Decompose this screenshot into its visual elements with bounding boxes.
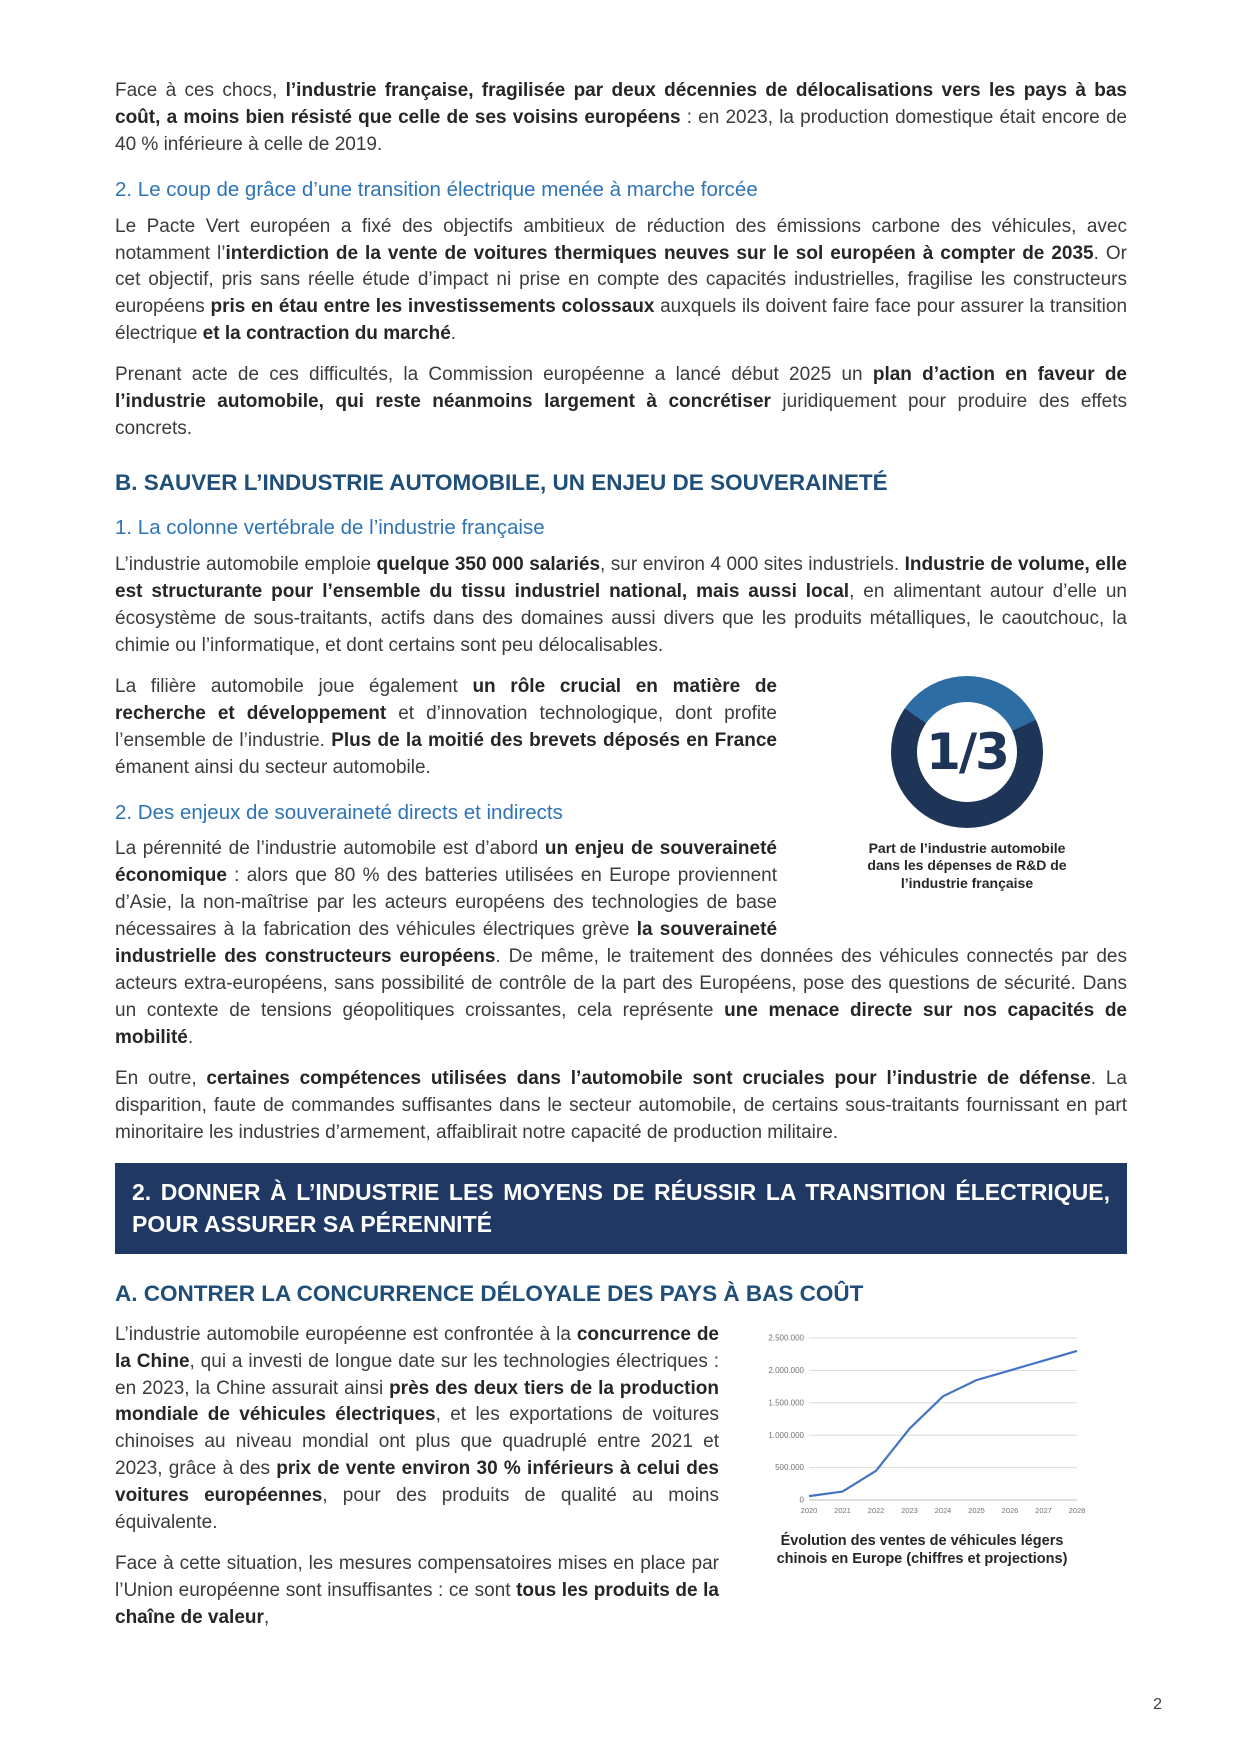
paragraph-pacte-vert: Le Pacte Vert européen a fixé des objectifs ambitieux de réduction des émissions carbone des véhicules, avec notamment l’interdiction de la vente de voitures thermiques neuves sur le sol européen à compter de 2035. Or cet objectif, pris sans réelle étude d’impact ni prise en compte des capacités industrielles, fragilise les constructeurs européens pris en étau entre les investissements colossaux auxquels ils doivent faire face pour assurer la transition électrique et la contraction du marché.: [115, 215, 1128, 345]
subheading-transition-electrique: 2. Le coup de grâce d’une transition électrique menée à marche forcée: [115, 177, 758, 201]
subheading-enjeux-souverainete: 2. Des enjeux de souveraineté directs et indirects: [115, 800, 563, 824]
rd-share-caption: Part de l’industrie automobile dans les dépenses de R&D de l’industrie française: [867, 839, 1067, 891]
china-sales-chart-figure: [747, 1326, 1097, 1568]
paragraph-plan-action: Prenant acte de ces difficultés, la Commission européenne a lancé début 2025 un plan d’action en faveur de l’industrie automobile, qui reste néanmoins largement à concrétiser juridiquement pour produire des effets concrets.: [115, 364, 1127, 440]
page-number: 2: [1153, 1696, 1162, 1713]
svg-text:0: 0: [799, 1495, 804, 1505]
china-sales-line-chart: [757, 1326, 1087, 1526]
donut-inner-disc: [917, 702, 1017, 802]
paragraph-defense: En outre, certaines compétences utilisées dans l’automobile sont cruciales pour l’industrie de défense. La disparition, faute de commandes suffisantes dans le secteur automobile, de certains sous-traitants fournissant en part minoritaire les industries d’armement, affaiblirait notre capacité de production militaire.: [115, 1068, 1127, 1144]
china-sales-caption: Évolution des ventes de véhicules légers chinois en Europe (chiffres et projections): [776, 1532, 1068, 1567]
svg-text:500.000: 500.000: [775, 1462, 804, 1472]
heading-sauver-industrie: B. SAUVER L’INDUSTRIE AUTOMOBILE, UN ENJEU DE SOUVERAINETÉ: [115, 470, 888, 496]
heading-contrer-concurrence: A. CONTRER LA CONCURRENCE DÉLOYALE DES PAYS À BAS COÛT: [115, 1281, 864, 1307]
paragraph-chocs: Face à ces chocs, l’industrie française, fragilisée par deux décennies de délocalisations vers les pays à bas coût, a moins bien résisté que celle de ses voisins européens : en 2023, la production domestique était encore de 40 % inférieure à celle de 2019.: [115, 80, 1127, 155]
paragraph-recherche-developpement: La filière automobile joue également un rôle crucial en matière de recherche et développement et d’innovation technologique, dont profite l’ensemble de l’industrie. Plus de la moitié des brevets déposés en France émanent ainsi du secteur automobile.: [115, 675, 777, 778]
svg-text:2025: 2025: [968, 1505, 985, 1515]
china-chart-section: [115, 1322, 1127, 1633]
svg-text:2023: 2023: [901, 1505, 918, 1515]
svg-text:2027: 2027: [1035, 1505, 1052, 1515]
paragraph-mesures-compensatoires: Face à cette situation, les mesures compensatoires mises en place par l’Union européenne sont insuffisantes : ce sont tous les produits de la chaîne de valeur,: [115, 1553, 719, 1629]
section-banner: [115, 1163, 1127, 1254]
svg-text:2020: 2020: [800, 1505, 818, 1515]
svg-text:2.500.000: 2.500.000: [768, 1333, 804, 1343]
svg-text:2.000.000: 2.000.000: [768, 1365, 804, 1375]
donut-value-label: 1/3: [926, 722, 1008, 781]
svg-text:1.500.000: 1.500.000: [768, 1397, 804, 1407]
one-third-donut-chart: [891, 676, 1043, 828]
svg-text:2026: 2026: [1001, 1505, 1019, 1515]
subheading-colonne-vertebrale: 1. La colonne vertébrale de l’industrie française: [115, 516, 545, 540]
svg-text:2028: 2028: [1068, 1505, 1086, 1515]
svg-text:2021: 2021: [834, 1505, 851, 1515]
svg-text:2022: 2022: [867, 1505, 885, 1515]
svg-text:2024: 2024: [934, 1505, 952, 1515]
paragraph-souverainete: La pérennité de l’industrie automobile est d’abord un enjeu de souveraineté économique : alors que 80 % des batteries utilisées en Europe proviennent d’Asie, la non-maîtrise par les acteurs européens des technologies de base nécessaires à la fabrication des véhicules électriques grève la souveraineté industrielle des constructeurs européens. De même, le traitement des données des véhicules connectés par des acteurs extra-européens, sans possibilité de contrôle de la part des Européens, pose des questions de sécurité. Dans un contexte de tensions géopolitiques croissantes, cela représente une menace directe sur nos capacités de mobilité.: [115, 838, 1127, 1049]
paragraph-concurrence-chine: L’industrie automobile européenne est confrontée à la concurrence de la Chine, qui a investi de longue date sur les technologies électriques : en 2023, la Chine assurait ainsi près des deux tiers de la production mondiale de véhicules électriques, et les exportations de voitures chinoises au niveau mondial ont plus que quadruplé entre 2021 et 2023, grâce à des prix de vente environ 30 % inférieurs à celui des voitures européennes, pour des produits de qualité au moins équivalente.: [115, 1323, 720, 1534]
svg-text:1.000.000: 1.000.000: [768, 1430, 804, 1440]
rd-share-figure: [807, 676, 1127, 893]
section-banner-title: 2. DONNER À L’INDUSTRIE LES MOYENS DE RÉUSSIR LA TRANSITION ÉLECTRIQUE, POUR ASSURER SA PÉRENNITÉ: [132, 1179, 1110, 1238]
rd-figure-section: [115, 674, 1127, 1052]
paragraph-emplois: L’industrie automobile emploie quelque 350 000 salariés, sur environ 4 000 sites industriels. Industrie de volume, elle est structurante pour l’ensemble du tissu industriel national, mais aussi local, en alimentant autour d’elle un écosystème de sous-traitants, actifs dans des domaines aussi divers que les produits métalliques, le caoutchouc, la chimie ou l’informatique, et dont certains sont peu délocalisables.: [115, 554, 1128, 656]
